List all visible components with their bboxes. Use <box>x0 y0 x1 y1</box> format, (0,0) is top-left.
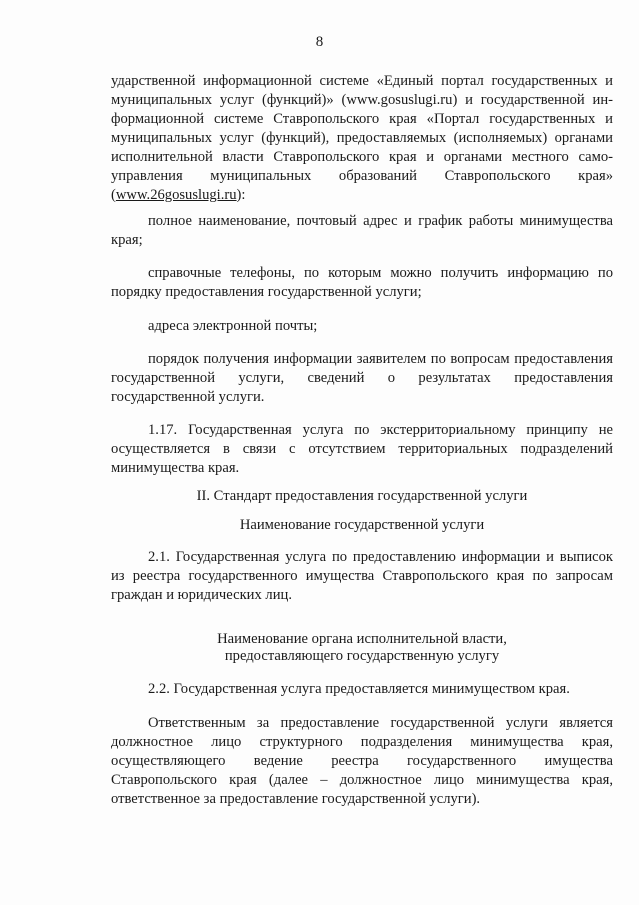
list-item-info-order: порядок получения информации заявителем по вопросам предоставления государственной услуги, сведений о результатах предоставления государственной услуги. <box>111 351 613 405</box>
responsible-paragraph: Ответственным за предоставление государственной услуги является должностное лицо структурного подразделения минимущества края, осуществляющего ведение реестра государственного имущества Ставропольского края (далее – должностное лицо минимущества края, ответственное за предоставление государственной услуги). <box>111 715 613 807</box>
subtitle-service-name: Наименование государственной услуги <box>239 517 485 533</box>
list-item-phones: справочные телефоны, по которым можно получить информацию по порядку предоставления государственной услуги; <box>111 265 613 300</box>
paren-close: ): <box>236 187 246 203</box>
subtitle-authority <box>111 631 613 665</box>
intro-line-last <box>111 186 613 205</box>
page-number: 8 <box>315 34 324 50</box>
clause-2-1: 2.1. Государственная услуга по предоставлению информации и выписок из реестра государственного имущества Ставропольского края по запросам граждан и юридических лиц. <box>111 549 613 603</box>
intro-line: муниципальных услуг (функций)» (www.gosuslugi.ru) и государственной ин- <box>111 92 613 108</box>
subtitle-authority-line-1: Наименование органа исполнительной власти, <box>217 631 507 647</box>
paren-open: ( <box>111 187 116 203</box>
list-item-full-name: полное наименование, почтовый адрес и график работы минимущества края; <box>111 213 613 248</box>
subtitle-authority-line-2: предоставляющего государственную услугу <box>224 648 500 664</box>
intro-line: исполнительной власти Ставропольского края и органами местного само- <box>111 149 613 165</box>
list-item-email: адреса электронной почты; <box>148 318 318 334</box>
intro-line: муниципальных услуг (функций), предоставляемых (исполняемых) органами <box>111 130 613 146</box>
intro-line: ударственной информационной системе «Единый портал государственных и <box>111 73 613 89</box>
portal-link[interactable]: www.26gosuslugi.ru <box>115 187 237 203</box>
section-title: II. Стандарт предоставления государственной услуги <box>196 488 528 504</box>
clause-2-2: 2.2. Государственная услуга предоставляется минимуществом края. <box>148 681 570 697</box>
clause-1-17: 1.17. Государственная услуга по экстерриториальному принципу не осуществляется в связи с отсутствием территориальных подразделений минимущества края. <box>111 422 613 476</box>
intro-line: управления муниципальных образований Ставропольского края» <box>111 168 613 184</box>
intro-paragraph <box>111 72 613 205</box>
intro-line: формационной системе Ставропольского края «Портал государственных и <box>111 111 613 127</box>
